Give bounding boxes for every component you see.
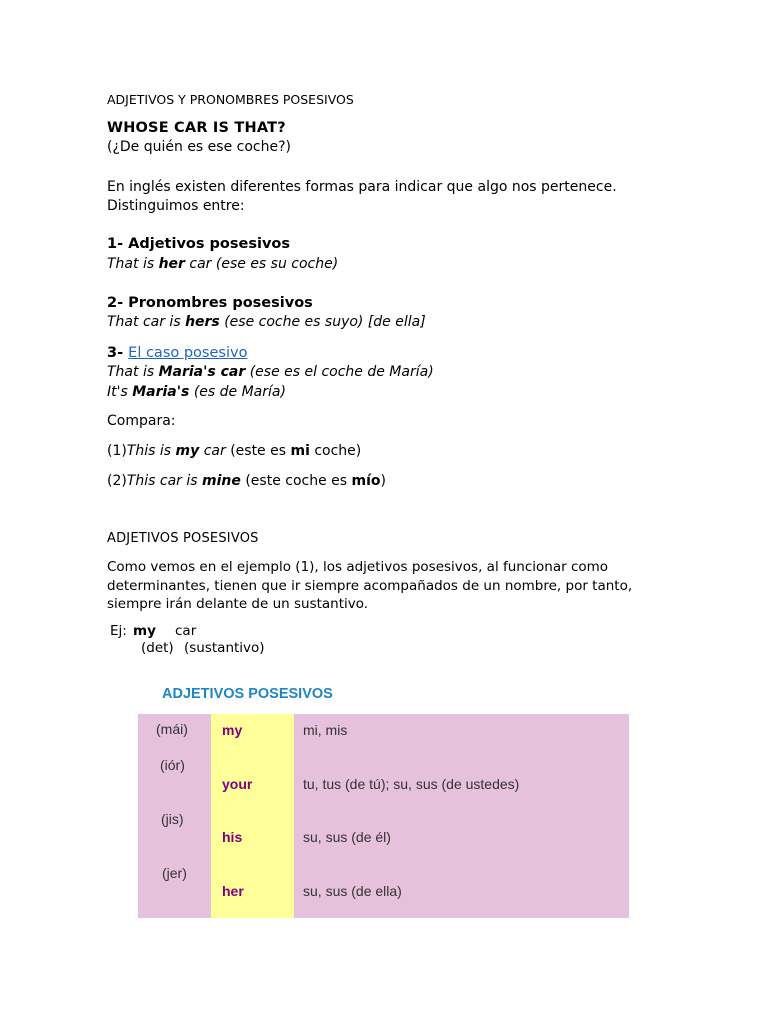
adj-line-2: determinantes, tienen que ir siempre acompañados de un nombre, por tanto,	[107, 577, 633, 594]
main-heading: WHOSE CAR IS THAT?	[107, 120, 286, 136]
table-pron: (iór)	[160, 757, 185, 773]
s2-ex-a: That car is	[107, 314, 186, 330]
adj-line-1: Como vemos en el ejemplo (1), los adjetivos posesivos, al funcionar como	[107, 559, 609, 575]
c1-e: mi	[290, 443, 310, 459]
section-1-example	[107, 256, 338, 272]
table-pron: (jis)	[161, 811, 184, 827]
adj-line-3: siempre irán delante de un sustantivo.	[107, 596, 369, 612]
c2-f: )	[380, 473, 387, 489]
s1-ex-c: car (ese es su coche)	[184, 256, 339, 272]
table-pron: (jer)	[162, 865, 187, 881]
section-3-example-1	[107, 364, 434, 380]
c2-e: mío	[351, 473, 381, 489]
adjetivos-paragraph	[107, 558, 632, 614]
compare-line-1	[107, 443, 361, 459]
example-prefix: Ej:	[110, 623, 127, 639]
c2-a: This car is	[126, 473, 203, 489]
s3-ex1-a: That is	[107, 364, 159, 380]
table-word: her	[222, 883, 244, 899]
section-1-title: 1- Adjetivos posesivos	[107, 236, 291, 252]
s3-ex2-a: It's	[107, 384, 133, 400]
table-word: his	[222, 829, 243, 845]
document-title: ADJETIVOS Y PRONOMBRES POSESIVOS	[107, 92, 354, 107]
section-2-title: 2- Pronombres posesivos	[107, 295, 313, 311]
c1-a: This is	[126, 443, 176, 459]
s2-ex-c: (ese coche es suyo) [de ella]	[219, 314, 426, 330]
table-word: my	[222, 722, 243, 738]
example-det-label: (det)	[141, 640, 174, 656]
example-word: my	[133, 623, 156, 639]
table-meaning: tu, tus (de tú); su, sus (de ustedes)	[303, 776, 520, 792]
caso-posesivo-link[interactable]: El caso posesivo	[128, 345, 248, 361]
table-meaning: su, sus (de él)	[303, 829, 391, 845]
section-3-example-2	[107, 384, 286, 400]
c1-num: (1)	[107, 443, 127, 459]
intro-paragraph	[107, 178, 617, 216]
possessive-adjectives-table	[138, 714, 629, 918]
s3-ex2-b: Maria's	[132, 384, 190, 400]
example-noun: car	[175, 623, 197, 639]
s3-ex1-b: Maria's car	[158, 364, 246, 380]
example-sust-label: (sustantivo)	[184, 640, 265, 656]
heading-translation: (¿De quién es ese coche?)	[107, 139, 291, 155]
s3-ex1-c: (ese es el coche de María)	[245, 364, 434, 380]
c2-num: (2)	[107, 473, 127, 489]
table-meaning: su, sus (de ella)	[303, 883, 402, 899]
compare-line-2	[107, 473, 386, 489]
s1-ex-b: her	[158, 256, 185, 272]
compare-label: Compara:	[107, 413, 176, 429]
c1-c: car	[199, 443, 226, 459]
s3-ex2-c: (es de María)	[189, 384, 286, 400]
table-word: your	[222, 776, 253, 792]
table-meaning: mi, mis	[303, 722, 348, 738]
s1-ex-a: That is	[107, 256, 159, 272]
c1-f: coche)	[309, 443, 362, 459]
table-pron: (mái)	[156, 721, 188, 737]
s3-prefix: 3-	[107, 345, 129, 361]
s2-ex-b: hers	[185, 314, 220, 330]
c1-d: (este es	[225, 443, 291, 459]
intro-line-1: En inglés existen diferentes formas para indicar que algo nos pertenece.	[107, 179, 617, 195]
c2-b: mine	[202, 473, 241, 489]
c1-b: my	[175, 443, 200, 459]
adjetivos-section-title: ADJETIVOS POSESIVOS	[107, 531, 259, 546]
section-2-example	[107, 314, 426, 330]
section-3-title	[107, 345, 247, 361]
c2-d: (este coche es	[240, 473, 352, 489]
intro-line-2: Distinguimos entre:	[107, 198, 245, 214]
table-title: ADJETIVOS POSESIVOS	[162, 686, 333, 702]
